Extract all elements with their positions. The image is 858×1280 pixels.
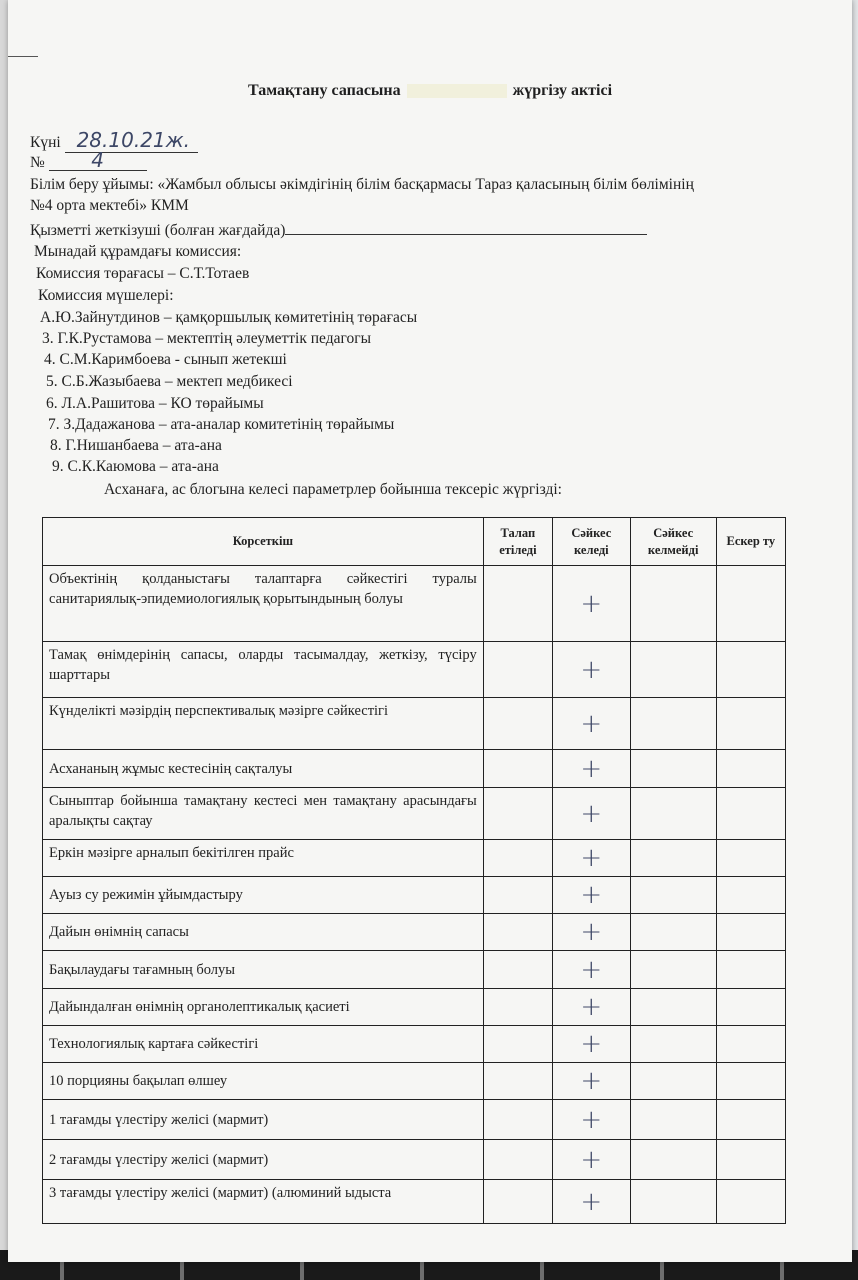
note-cell — [716, 1100, 785, 1140]
noncompliant-cell — [630, 951, 716, 989]
noncompliant-cell — [630, 1180, 716, 1224]
required-cell — [483, 840, 552, 877]
noncompliant-cell — [630, 566, 716, 642]
document-title — [8, 82, 852, 100]
indicator-cell: Технологиялық картаға сәйкестігі — [43, 1026, 484, 1063]
noncompliant-cell — [630, 1063, 716, 1100]
compliant-mark: + — [553, 698, 631, 750]
required-cell — [483, 877, 552, 914]
title-highlight-gap — [407, 84, 507, 98]
compliant-mark: + — [553, 989, 631, 1026]
note-cell — [716, 840, 785, 877]
members-label: Комиссия мүшелері: — [38, 287, 174, 304]
number-line — [30, 150, 147, 173]
indicator-cell: 1 тағамды үлестіру желісі (мармит) — [43, 1100, 484, 1140]
note-cell — [716, 951, 785, 989]
indicator-cell: 10 порцияны бақылап өлшеу — [43, 1063, 484, 1100]
indicator-cell: Объектінің қолданыстағы талаптарға сәйкестігі туралы санитариялық-эпидемиологиялық қорытындының болуы — [43, 566, 484, 642]
commission-intro: Мынадай құрамдағы комиссия: — [34, 243, 242, 260]
compliant-mark: + — [553, 1100, 631, 1140]
member-item: 3. Г.К.Рустамова – мектептің әлеуметтік педагогы — [42, 330, 371, 347]
table-row — [43, 1026, 786, 1063]
required-cell — [483, 566, 552, 642]
commission-chairman: Комиссия төрағасы – С.Т.Тотаев — [36, 265, 250, 282]
table-row — [43, 951, 786, 989]
note-cell — [716, 1140, 785, 1180]
indicator-cell: Күнделікті мәзірдің перспективалық мәзірге сәйкестігі — [43, 698, 484, 750]
compliant-mark: + — [553, 788, 631, 840]
table-row — [43, 914, 786, 951]
member-item: 5. С.Б.Жазыбаева – мектеп медбикесі — [46, 373, 293, 390]
compliant-mark: + — [553, 750, 631, 788]
title-right: жүргізу актісі — [512, 82, 613, 99]
page-edge-line — [8, 56, 38, 57]
required-cell — [483, 1100, 552, 1140]
indicator-cell: Асхананың жұмыс кестесінің сақталуы — [43, 750, 484, 788]
indicator-cell: Дайындалған өнімнің органолептикалық қасиеті — [43, 989, 484, 1026]
header-note: Ескер ту — [716, 518, 785, 566]
table-row — [43, 1063, 786, 1100]
indicator-cell: 3 тағамды үлестіру желісі (мармит) (алюминий ыдыста — [43, 1180, 484, 1224]
supplier-label: Қызметті жеткізуші (болған жағдайда) — [30, 222, 286, 239]
note-cell — [716, 1180, 785, 1224]
compliant-mark: + — [553, 914, 631, 951]
noncompliant-cell — [630, 914, 716, 951]
required-cell — [483, 788, 552, 840]
compliant-mark: + — [553, 642, 631, 698]
indicator-cell: Сыныптар бойынша тамақтану кестесі мен тамақтану арасындағы аралықты сақтау — [43, 788, 484, 840]
header-compliant: Сәйкес келеді — [553, 518, 631, 566]
note-cell — [716, 642, 785, 698]
required-cell — [483, 1180, 552, 1224]
compliant-mark: + — [553, 566, 631, 642]
noncompliant-cell — [630, 750, 716, 788]
indicator-cell: Тамақ өнімдерінің сапасы, оларды тасымалдау, жеткізу, түсіру шарттары — [43, 642, 484, 698]
required-cell — [483, 750, 552, 788]
table-row — [43, 840, 786, 877]
compliant-mark: + — [553, 877, 631, 914]
member-item: 7. З.Дадажанова – ата-аналар комитетінің төрайымы — [48, 416, 395, 433]
noncompliant-cell — [630, 788, 716, 840]
header-noncompliant: Сәйкес келмейді — [630, 518, 716, 566]
noncompliant-cell — [630, 1100, 716, 1140]
compliant-mark: + — [553, 840, 631, 877]
inspection-intro: Асханаға, ас блогына келесі параметрлер бойынша тексеріс жүргізді: — [104, 481, 562, 498]
table-row — [43, 788, 786, 840]
required-cell — [483, 1026, 552, 1063]
compliant-mark: + — [553, 1140, 631, 1180]
member-item: А.Ю.Зайнутдинов – қамқоршылық көмитетінің төрағасы — [40, 309, 418, 326]
table-row — [43, 750, 786, 788]
noncompliant-cell — [630, 877, 716, 914]
noncompliant-cell — [630, 1140, 716, 1180]
table-row — [43, 989, 786, 1026]
inspection-table — [42, 517, 786, 1224]
number-value: 4 — [49, 150, 147, 171]
organization-line-1: Білім беру ұйымы: «Жамбыл облысы әкімдігінің білім басқармасы Тараз қаласының білім бөлімінің — [30, 176, 694, 193]
table-row — [43, 642, 786, 698]
note-cell — [716, 750, 785, 788]
note-cell — [716, 914, 785, 951]
noncompliant-cell — [630, 1026, 716, 1063]
indicator-cell: Бақылаудағы тағамның болуы — [43, 951, 484, 989]
document-page — [8, 0, 852, 1262]
table-row — [43, 877, 786, 914]
date-label: Күні — [30, 134, 61, 151]
date-value: 28.10.21ж. — [65, 128, 198, 153]
required-cell — [483, 642, 552, 698]
supplier-blank — [285, 220, 647, 235]
indicator-cell: Еркін мәзірге арналып бекітілген прайс — [43, 840, 484, 877]
noncompliant-cell — [630, 840, 716, 877]
compliant-mark: + — [553, 951, 631, 989]
header-indicator: Корсеткіш — [43, 518, 484, 566]
table-row — [43, 566, 786, 642]
note-cell — [716, 1063, 785, 1100]
compliant-mark: + — [553, 1063, 631, 1100]
noncompliant-cell — [630, 642, 716, 698]
member-item: 8. Г.Нишанбаева – ата-ана — [50, 437, 222, 454]
table-row — [43, 1140, 786, 1180]
indicator-cell: 2 тағамды үлестіру желісі (мармит) — [43, 1140, 484, 1180]
note-cell — [716, 566, 785, 642]
compliant-mark: + — [553, 1026, 631, 1063]
compliant-mark: + — [553, 1180, 631, 1224]
note-cell — [716, 989, 785, 1026]
table-row — [43, 1180, 786, 1224]
indicator-cell: Дайын өнімнің сапасы — [43, 914, 484, 951]
required-cell — [483, 914, 552, 951]
note-cell — [716, 698, 785, 750]
note-cell — [716, 1026, 785, 1063]
supplier-line — [30, 220, 647, 241]
required-cell — [483, 951, 552, 989]
required-cell — [483, 1063, 552, 1100]
table-header-row — [43, 518, 786, 566]
table-row — [43, 1100, 786, 1140]
member-item: 6. Л.А.Рашитова – КО төрайымы — [46, 395, 264, 412]
required-cell — [483, 1140, 552, 1180]
required-cell — [483, 698, 552, 750]
organization-line-2: №4 орта мектебі» КММ — [30, 197, 189, 214]
indicator-cell: Ауыз су режимін ұйымдастыру — [43, 877, 484, 914]
member-item: 4. С.М.Каримбоева - сынып жетекші — [44, 351, 287, 368]
noncompliant-cell — [630, 989, 716, 1026]
table-row — [43, 698, 786, 750]
noncompliant-cell — [630, 698, 716, 750]
note-cell — [716, 788, 785, 840]
member-item: 9. С.К.Каюмова – ата-ана — [52, 458, 219, 475]
required-cell — [483, 989, 552, 1026]
header-required: Талап етіледі — [483, 518, 552, 566]
title-left: Тамақтану сапасына — [247, 82, 401, 99]
note-cell — [716, 877, 785, 914]
number-label: № — [30, 154, 45, 171]
